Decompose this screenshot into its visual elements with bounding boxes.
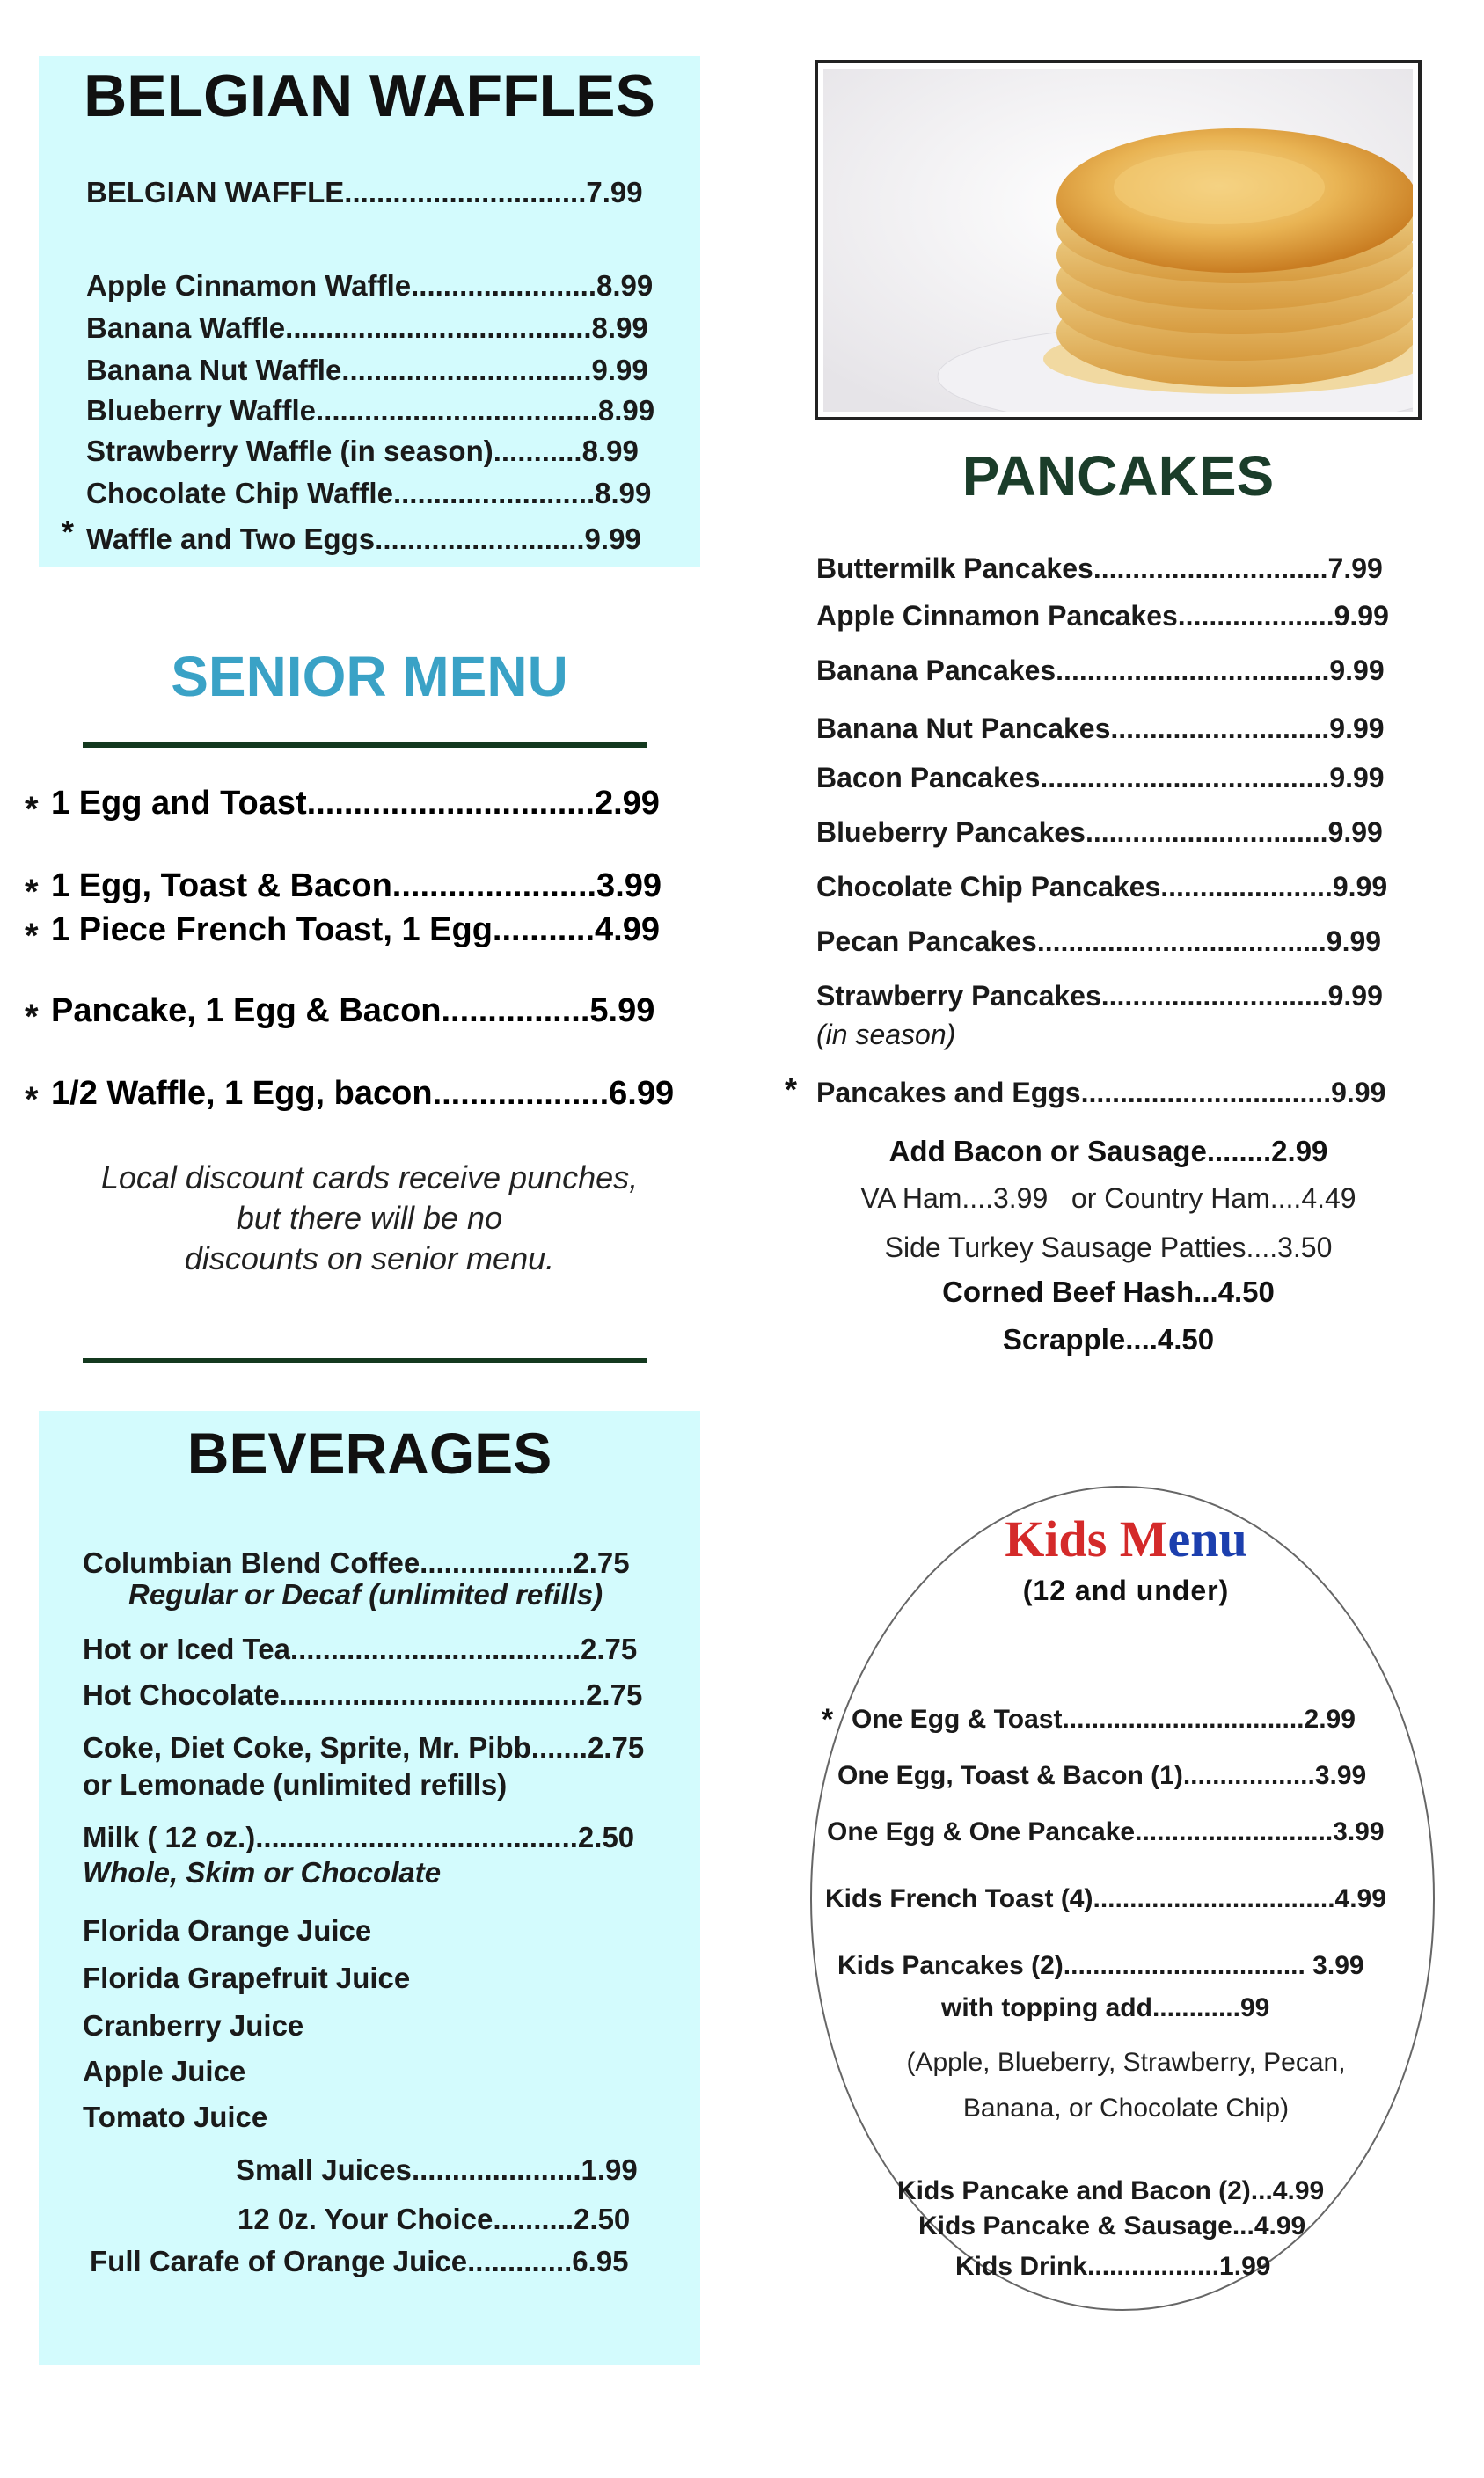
- kids-item: One Egg, Toast & Bacon (1)..................3.99: [837, 1761, 1367, 1790]
- beverage-milk-note: Whole, Skim or Chocolate: [83, 1856, 442, 1889]
- senior-item: 1 Egg, Toast & Bacon......................3.99: [51, 867, 662, 904]
- pancake-photo: [815, 60, 1422, 420]
- beverages-title: BEVERAGES: [186, 1421, 552, 1486]
- senior-note-line: discounts on senior menu.: [184, 1240, 555, 1276]
- kids-flavors-line: (Apple, Blueberry, Strawberry, Pecan,: [906, 2048, 1346, 2077]
- beverage-small-juices: Small Juices.....................1.99: [236, 2153, 638, 2186]
- pancake-item: Banana Nut Pancakes............................9.99: [816, 713, 1385, 744]
- pancake-star: *: [785, 1071, 798, 1107]
- kids-item: Kids French Toast (4).................................4.99: [825, 1884, 1386, 1913]
- senior-title: SENIOR MENU: [171, 645, 568, 708]
- senior-item: 1 Egg and Toast...............................2.99: [51, 785, 660, 822]
- beverage-juice: Florida Orange Juice: [83, 1914, 372, 1947]
- pancake-stack-icon: [823, 69, 1413, 412]
- senior-note-line: Local discount cards receive punches,: [100, 1159, 639, 1195]
- beverage-soda: Coke, Diet Coke, Sprite, Mr. Pibb.......2.75: [83, 1731, 645, 1764]
- pancake-eggs: Pancakes and Eggs................................9.99: [816, 1077, 1386, 1108]
- turkey-sausage: Side Turkey Sausage Patties....3.50: [884, 1232, 1333, 1263]
- pancake-item: Apple Cinnamon Pancakes....................9.99: [816, 600, 1389, 632]
- corned-beef-hash: Corned Beef Hash...4.50: [942, 1276, 1275, 1308]
- beverage-twelve-oz: 12 0z. Your Choice..........2.50: [238, 2203, 631, 2235]
- kids-item: One Egg & One Pancake...........................3.99: [827, 1817, 1385, 1846]
- pancake-season-note: (in season): [816, 1019, 956, 1050]
- waffles-item: Apple Cinnamon Waffle.......................8.99: [86, 269, 654, 302]
- pancake-item: Buttermilk Pancakes..............................7.99: [816, 552, 1383, 584]
- kids-title-kids: Kids: [1005, 1510, 1108, 1568]
- waffles-item: Chocolate Chip Waffle.........................8.99: [86, 477, 652, 509]
- senior-star: *: [25, 917, 39, 955]
- waffles-item: Banana Waffle......................................8.99: [86, 311, 648, 344]
- kids-star: *: [822, 1703, 834, 1736]
- senior-item: 1 Piece French Toast, 1 Egg...........4.99: [51, 911, 660, 948]
- kids-title-enu: enu: [1167, 1510, 1247, 1568]
- beverage-juice: Florida Grapefruit Juice: [83, 1962, 411, 1994]
- kids-pancake-sausage: Kids Pancake & Sausage...4.99: [918, 2211, 1306, 2240]
- waffles-star: *: [62, 514, 75, 550]
- senior-item: 1/2 Waffle, 1 Egg, bacon...................6.99: [51, 1075, 675, 1112]
- waffles-title: BELGIAN WAFFLES: [84, 62, 655, 129]
- senior-star: *: [25, 1080, 39, 1119]
- pancake-item: Bacon Pancakes.....................................9.99: [816, 762, 1385, 793]
- pancake-item: Pecan Pancakes.....................................9.99: [816, 925, 1382, 957]
- pancake-item: Chocolate Chip Pancakes......................9.99: [816, 871, 1388, 903]
- kids-title-m: M: [1119, 1510, 1168, 1568]
- senior-star: *: [25, 790, 39, 829]
- senior-note-line: but there will be no: [236, 1200, 503, 1236]
- kids-menu-title: [800, 1509, 1451, 1568]
- kids-flavors-line: Banana, or Chocolate Chip): [962, 2094, 1290, 2123]
- senior-item: Pancake, 1 Egg & Bacon................5.99: [51, 992, 655, 1029]
- beverage-coffee-note: Regular or Decaf (unlimited refills): [128, 1578, 603, 1611]
- pancake-item: Strawberry Pancakes.............................9.99: [816, 980, 1383, 1012]
- add-bacon-sausage: Add Bacon or Sausage........2.99: [888, 1135, 1328, 1167]
- senior-star: *: [25, 998, 39, 1036]
- beverage-juice: Tomato Juice: [83, 2101, 268, 2133]
- waffles-item: Blueberry Waffle...................................8.99: [86, 394, 655, 427]
- beverage-tea: Hot or Iced Tea....................................2.75: [83, 1633, 638, 1665]
- beverage-juice: Cranberry Juice: [83, 2009, 304, 2042]
- pancakes-title: PANCAKES: [961, 444, 1275, 508]
- kids-drink: Kids Drink..................1.99: [955, 2252, 1271, 2281]
- beverage-carafe: Full Carafe of Orange Juice.............6.95: [90, 2245, 629, 2277]
- beverage-juice: Apple Juice: [83, 2055, 246, 2087]
- beverage-milk: Milk ( 12 oz.)........................................2.50: [83, 1821, 635, 1853]
- senior-top-rule: [83, 742, 647, 748]
- kids-menu-subtitle: (12 and under): [1022, 1575, 1230, 1606]
- kids-topping: with topping add............99: [941, 1993, 1270, 2022]
- beverage-hot-chocolate: Hot Chocolate......................................2.75: [83, 1678, 643, 1711]
- pancake-item: Banana Pancakes...................................9.99: [816, 654, 1385, 686]
- ham-options: VA Ham....3.99 or Country Ham....4.49: [860, 1182, 1356, 1214]
- kids-item: One Egg & Toast.................................2.99: [852, 1705, 1356, 1734]
- beverage-soda-note: or Lemonade (unlimited refills): [83, 1768, 508, 1801]
- waffles-item: Banana Nut Waffle...............................9.99: [86, 354, 648, 386]
- waffles-item: Waffle and Two Eggs..........................9.99: [86, 523, 641, 555]
- beverage-coffee: Columbian Blend Coffee...................2.75: [83, 1546, 630, 1579]
- scrapple: Scrapple....4.50: [1002, 1323, 1215, 1356]
- waffles-item: Strawberry Waffle (in season)...........8.99: [86, 435, 639, 467]
- waffles-main-item: BELGIAN WAFFLE..............................7.99: [86, 176, 643, 208]
- kids-item: Kids Pancakes (2)................................. 3.99: [837, 1951, 1364, 1980]
- senior-bottom-rule: [83, 1358, 647, 1363]
- kids-pancake-bacon: Kids Pancake and Bacon (2)...4.99: [897, 2176, 1325, 2205]
- senior-star: *: [25, 873, 39, 911]
- pancake-item: Blueberry Pancakes...............................9.99: [816, 816, 1383, 848]
